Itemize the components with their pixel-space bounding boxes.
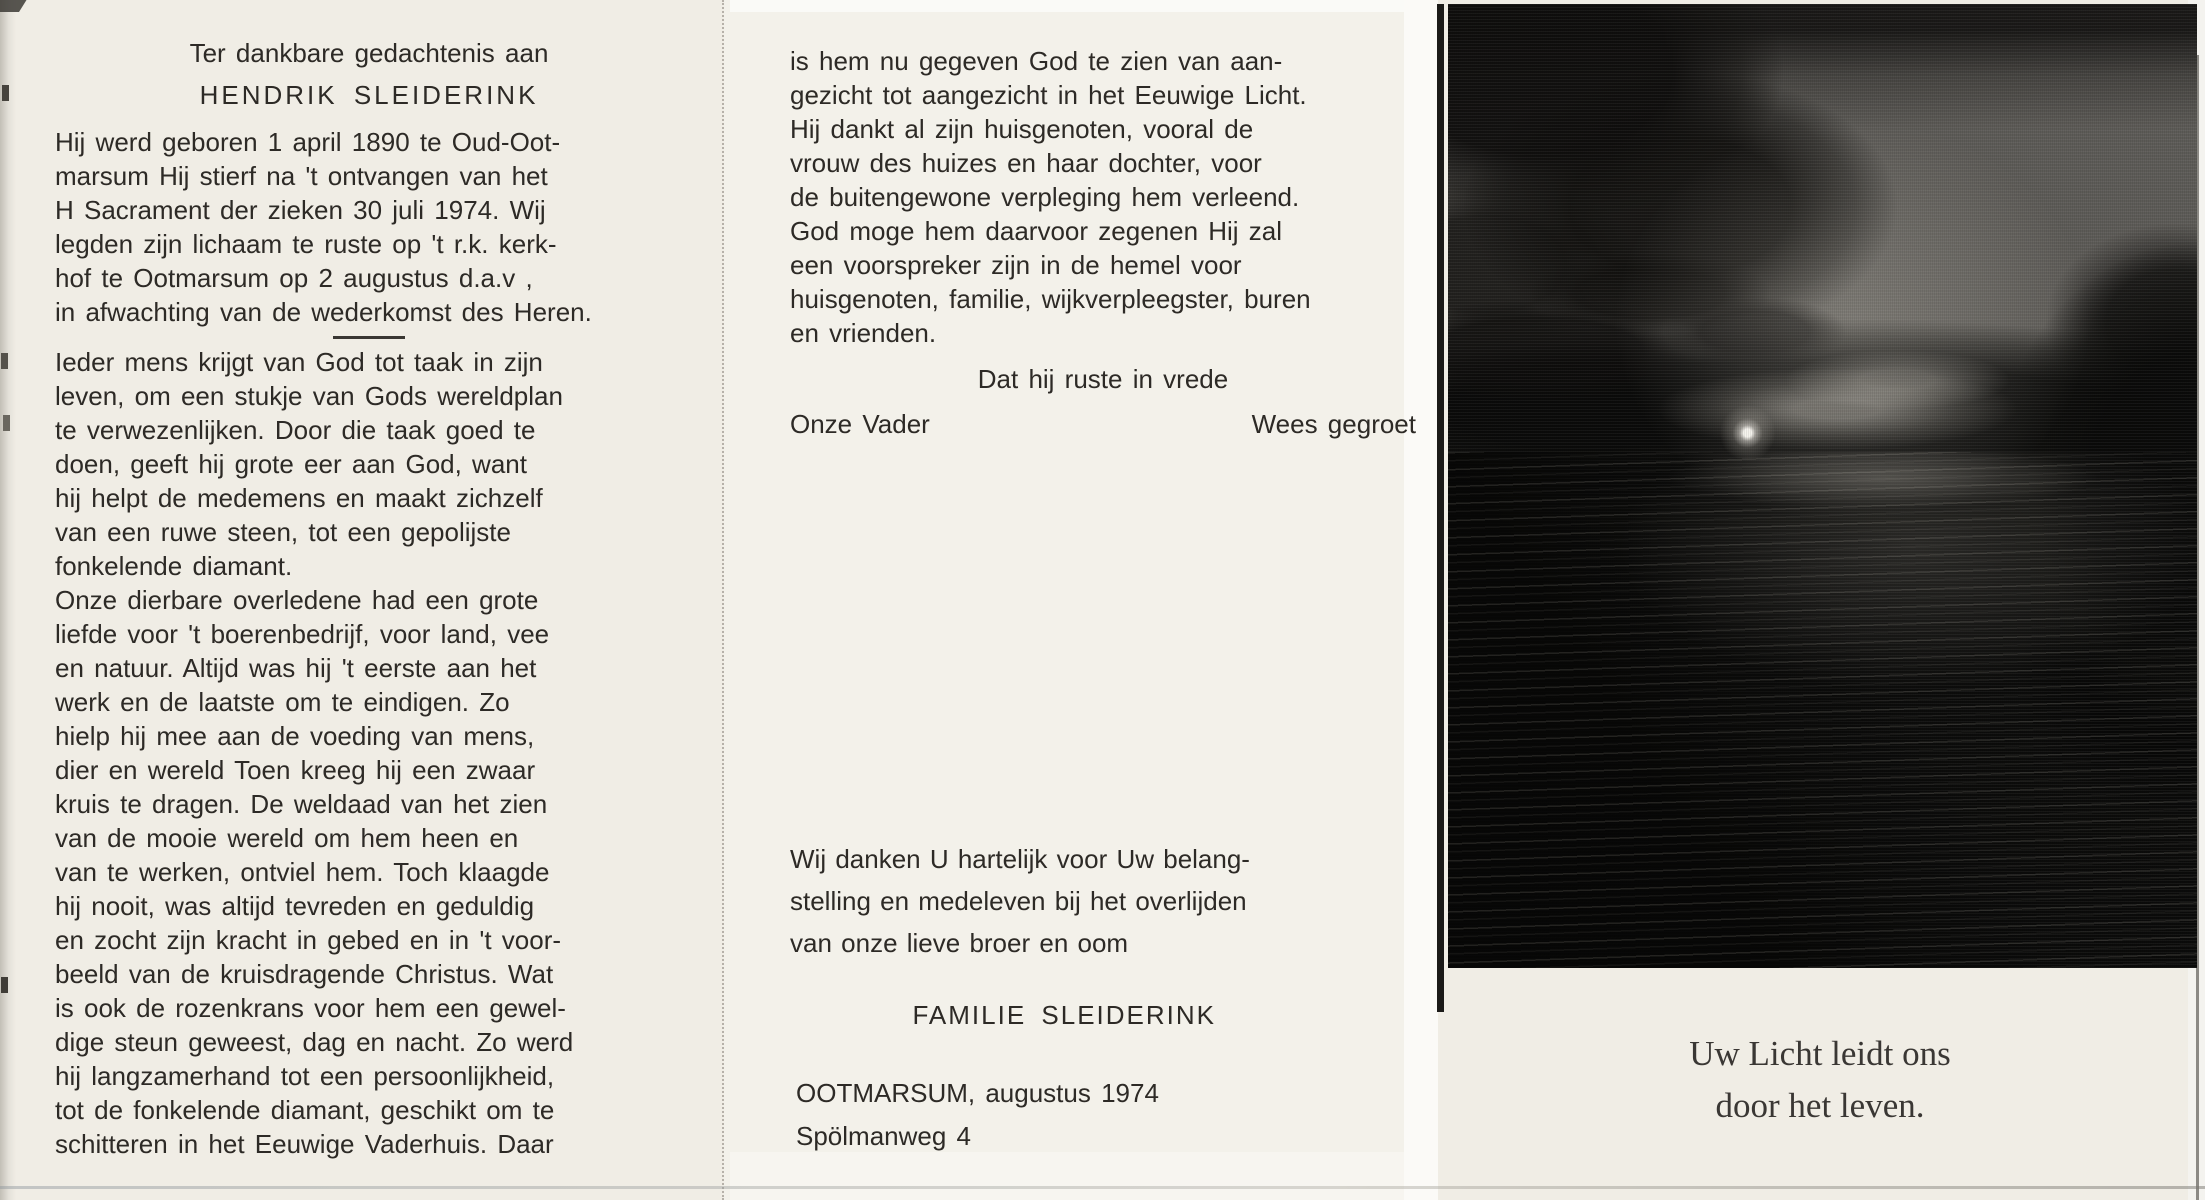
scan-edge-marks <box>2 85 9 101</box>
rest-in-peace-line: Dat hij ruste in vrede <box>977 364 1229 394</box>
prayer-our-father: Onze Vader <box>790 409 930 439</box>
section-divider-rule <box>333 336 405 339</box>
scan-bottom-line <box>0 1186 2205 1189</box>
memorial-intro: Ter dankbare gedachtenis aan <box>189 38 549 68</box>
family-signature: FAMILIE SLEIDERINK <box>912 1000 1216 1030</box>
moonlit-water-waves <box>1448 452 2197 968</box>
thanks-paragraph: Wij danken U hartelijk voor Uw belang- stelling en medeleven bij het overlijden van onze lieve broer en oom <box>790 844 1250 958</box>
photo-left-border <box>1437 4 1444 1012</box>
birth-death-paragraph: Hij werd geboren 1 april 1890 te Oud-Oot- marsum Hij stierf na 't ontvangen van het H Sacrament der zieken 30 juli 1974. Wij legden zijn lichaam te ruste op 't r.k. kerk- hof te Ootmarsum op 2 augustus d.a.v , in afwachting van de wederkomst des Heren. <box>55 127 592 327</box>
card-fold-crease <box>722 0 724 1200</box>
middle-panel <box>790 0 1416 1200</box>
left-panel <box>55 36 683 1161</box>
scan-left-edge <box>0 0 16 1200</box>
scan-corner-speck <box>0 0 29 12</box>
afterlife-paragraph: is hem nu gegeven God te zien van aan- gezicht tot aangezicht in het Eeuwige Licht. Hij dankt al zijn huisgenoten, vooral de vrouw des huizes en haar dochter, voor de buitengewone verpleging hem verleend. God moge hem daarvoor zegenen Hij zal een voorspreker zijn in de hemel voor huisgenoten, familie, wijkverpleegster, buren en vrienden. <box>790 46 1311 348</box>
deceased-name: HENDRIK SLEIDERINK <box>199 80 539 110</box>
prayer-hail-mary: Wees gegroet <box>1251 409 1416 439</box>
address-line: Spölmanweg 4 <box>796 1121 971 1151</box>
place-date-line: OOTMARSUM, augustus 1974 <box>796 1078 1159 1108</box>
life-story-paragraph: Onze dierbare overledene had een grote liefde voor 't boerenbedrijf, voor land, vee en natuur. Altijd was hij 't eerste aan het werk en de laatste om te eindigen. Zo hielp hij mee aan de voeding van mens, dier en wereld Toen kreeg hij een zwaar kruis te dragen. De weldaad van het zien van de mooie wereld om hem heen en van te werken, ontviel hem. Toch klaagde hij nooit, was altijd tevreden en geduldig en zocht zijn kracht in gebed en in 't voor- beeld van de kruisdragende Christus. Wat is ook de rozenkrans voor hem een gewel- dige steun geweest, dag en nacht. Zo werd hij langzamerhand tot een persoonlijkheid, tot de fonkelende diamant, geschikt om te schitteren in het Eeuwige Vaderhuis. Daar <box>55 585 574 1159</box>
life-task-paragraph: Ieder mens krijgt van God tot taak in zijn leven, om een stukje van Gods wereldplan te verwezenlijken. Door die taak goed te doen, geeft hij grote eer aan God, want hij helpt de medemens en maakt zichzelf van een ruwe steen, tot een gepolijste fonkelende diamant. <box>55 347 563 581</box>
prayer-row <box>790 407 1416 441</box>
photo-caption: Uw Licht leidt ons door het leven. <box>1689 1034 1951 1125</box>
